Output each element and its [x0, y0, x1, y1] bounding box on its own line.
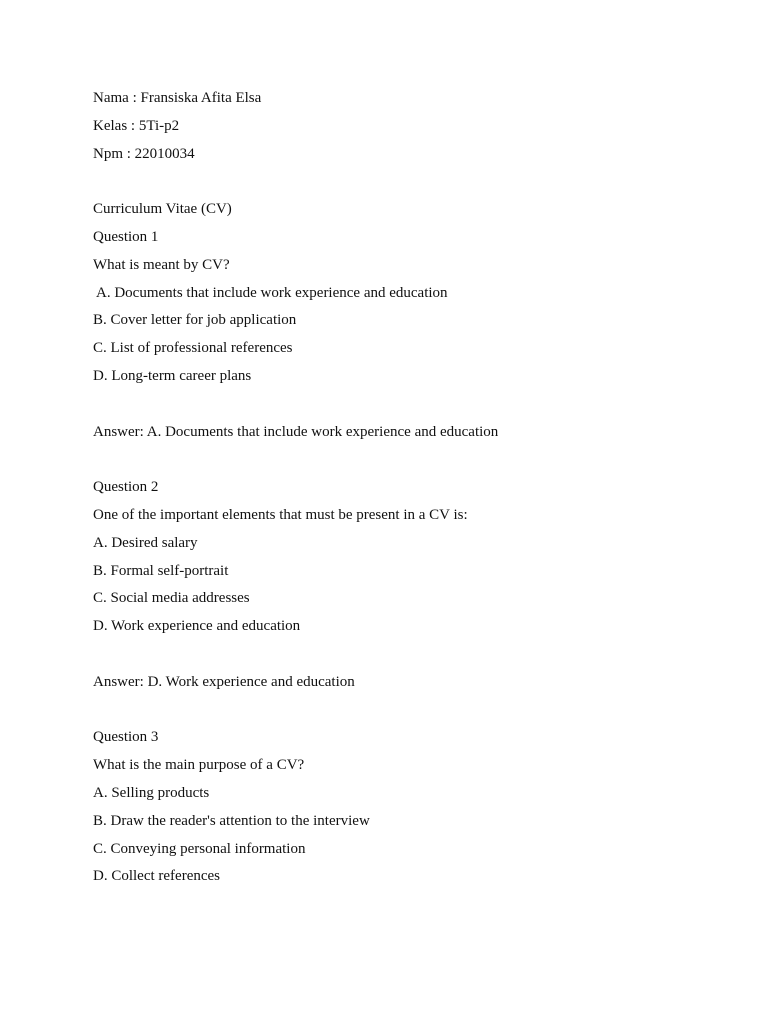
question-label: Question 3 — [93, 729, 159, 746]
spacer — [93, 446, 733, 474]
question-label: Question 2 — [93, 479, 159, 496]
question-option: C. Social media addresses — [93, 590, 250, 607]
student-class: Kelas : 5Ti-p2 — [93, 117, 180, 134]
spacer — [93, 168, 733, 196]
question-option: D. Work experience and education — [93, 618, 301, 635]
question-option: C. Conveying personal information — [93, 840, 306, 857]
question-option: C. List of professional references — [93, 340, 293, 357]
student-npm: Npm : 22010034 — [93, 145, 195, 162]
student-name: Nama : Fransiska Afita Elsa — [93, 90, 262, 106]
question-option: A. Selling products — [93, 784, 210, 801]
question-text: One of the important elements that must be present in a CV is: — [93, 506, 468, 523]
question-text: What is meant by CV? — [93, 256, 230, 273]
question-option: A. Documents that include work experience and education — [96, 284, 448, 301]
spacer — [93, 697, 733, 725]
question-option: D. Long-term career plans — [93, 367, 252, 384]
question-option: D. Collect references — [93, 868, 221, 885]
question-label: Question 1 — [93, 228, 159, 245]
question-answer: Answer: D. Work experience and education — [93, 673, 355, 690]
question-option: B. Cover letter for job application — [93, 312, 297, 329]
question-option: A. Desired salary — [93, 534, 198, 551]
spacer — [93, 391, 733, 419]
document-page — [93, 85, 733, 891]
question-text: What is the main purpose of a CV? — [93, 757, 305, 774]
spacer — [93, 641, 733, 669]
question-answer: Answer: A. Documents that include work experience and education — [93, 423, 499, 440]
question-option: B. Formal self-portrait — [93, 562, 229, 579]
document-title: Curriculum Vitae (CV) — [93, 201, 232, 218]
question-option: B. Draw the reader's attention to the interview — [93, 812, 370, 829]
